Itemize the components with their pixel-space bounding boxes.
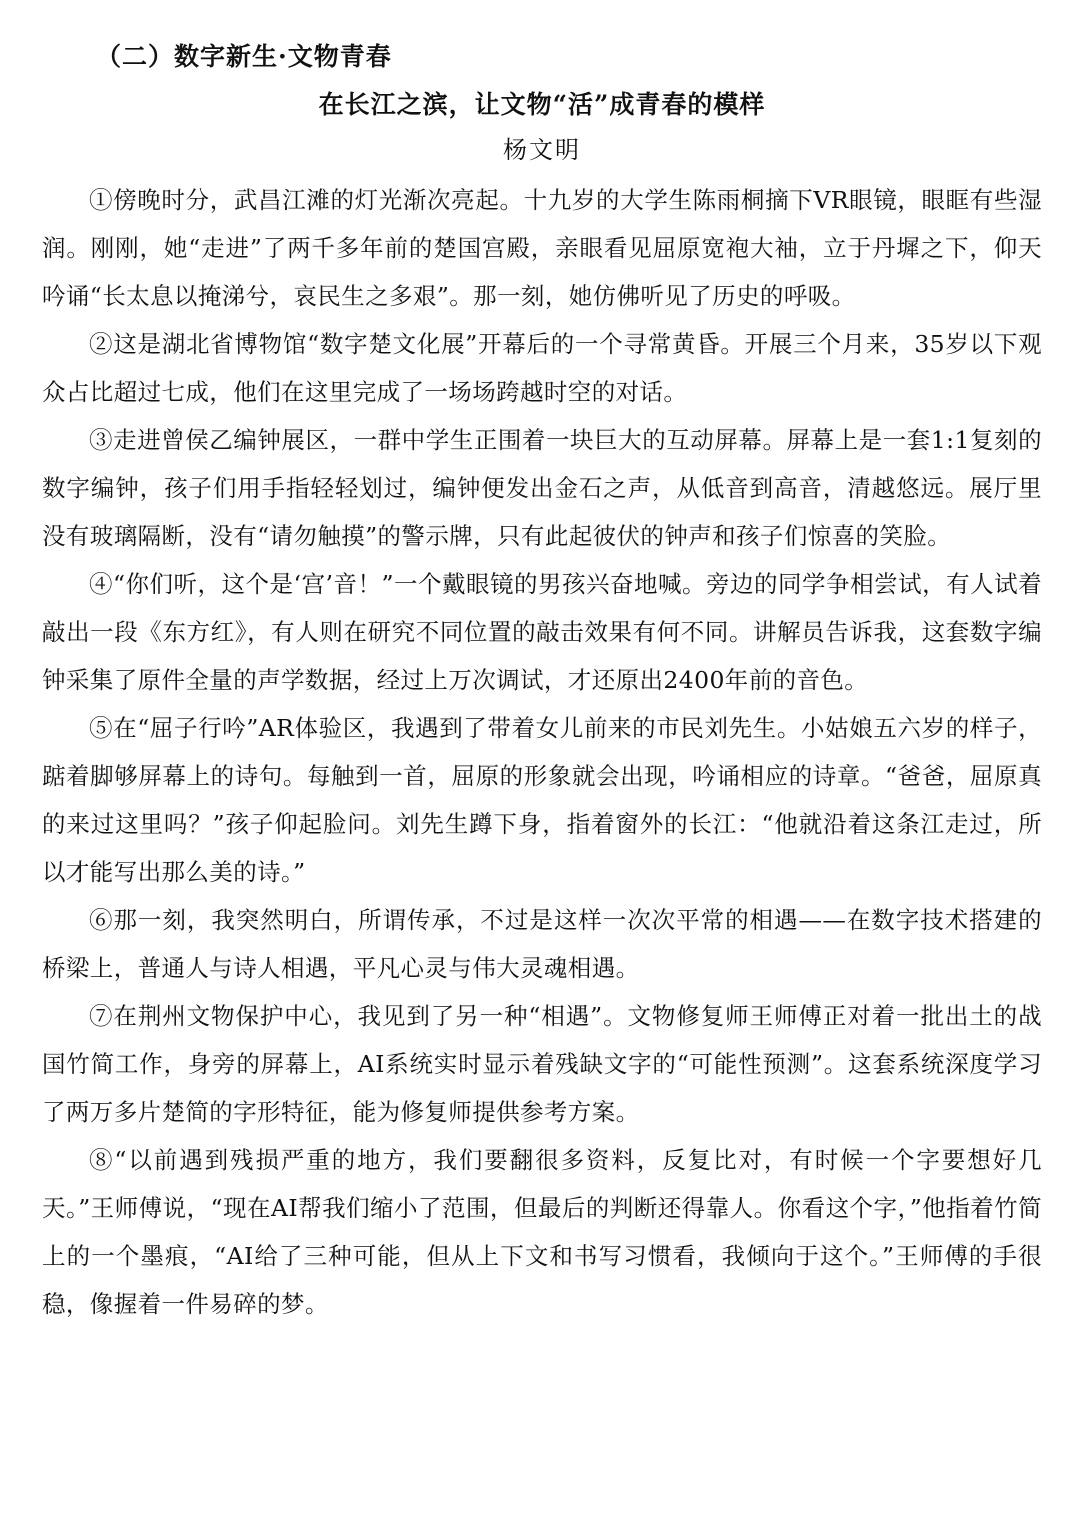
paragraph-4: ④“你们听，这个是‘宫’音！”一个戴眼镜的男孩兴奋地喊。旁边的同学争相尝试，有人试着敲出一段《东方红》，有人则在研究不同位置的敲击效果有何不同。讲解员告诉我，这套数字编钟采集了原件全量的声学数据，经过上万次调试，才还原出2400年前的音色。	[42, 570, 1042, 694]
paragraph-7: ⑦在荆州文物保护中心，我见到了另一种“相遇”。文物修复师王师傅正对着一批出土的战国竹简工作，身旁的屏幕上，AI系统实时显示着残缺文字的“可能性预测”。这套系统深度学习了两万多片楚简的字形特征，能为修复师提供参考方案。	[42, 1002, 1042, 1126]
article-title: 在长江之滨，让文物“活”成青春的模样	[318, 90, 766, 119]
paragraph-6: ⑥那一刻，我突然明白，所谓传承，不过是这样一次次平常的相遇——在数字技术搭建的桥梁上，普通人与诗人相遇，平凡心灵与伟大灵魂相遇。	[42, 906, 1042, 982]
paragraph-5: ⑤在“屈子行吟”AR体验区，我遇到了带着女儿前来的市民刘先生。小姑娘五六岁的样子，踮着脚够屏幕上的诗句。每触到一首，屈原的形象就会出现，吟诵相应的诗章。“爸爸，屈原真的来过这里吗？”孩子仰起脸问。刘先生蹲下身，指着窗外的长江：“他就沿着这条江走过，所以才能写出那么美的诗。”	[42, 714, 1042, 886]
article-body	[42, 176, 1042, 1328]
paragraph-1: ①傍晚时分，武昌江滩的灯光渐次亮起。十九岁的大学生陈雨桐摘下VR眼镜，眼眶有些湿润。刚刚，她“走进”了两千多年前的楚国宫殿，亲眼看见屈原宽袍大袖，立于丹墀之下，仰天吟诵“长太息以掩涕兮，哀民生之多艰”。那一刻，她仿佛听见了历史的呼吸。	[42, 186, 1042, 310]
article-author: 杨文明	[503, 136, 581, 164]
paragraph-2: ②这是湖北省博物馆“数字楚文化展”开幕后的一个寻常黄昏。开展三个月来，35岁以下观众占比超过七成，他们在这里完成了一场场跨越时空的对话。	[42, 330, 1042, 406]
paragraph-3: ③走进曾侯乙编钟展区，一群中学生正围着一块巨大的互动屏幕。屏幕上是一套1:1复刻的数字编钟，孩子们用手指轻轻划过，编钟便发出金石之声，从低音到高音，清越悠远。展厅里没有玻璃隔断，没有“请勿触摸”的警示牌，只有此起彼伏的钟声和孩子们惊喜的笑脸。	[42, 426, 1042, 550]
paragraph-8: ⑧“以前遇到残损严重的地方，我们要翻很多资料，反复比对，有时候一个字要想好几天。”王师傅说，“现在AI帮我们缩小了范围，但最后的判断还得靠人。你看这个字，”他指着竹简上的一个墨痕，“AI给了三种可能，但从上下文和书写习惯看，我倾向于这个。”王师傅的手很稳，像握着一件易碎的梦。	[42, 1146, 1042, 1318]
section-heading: （二）数字新生·文物青春	[96, 42, 392, 71]
